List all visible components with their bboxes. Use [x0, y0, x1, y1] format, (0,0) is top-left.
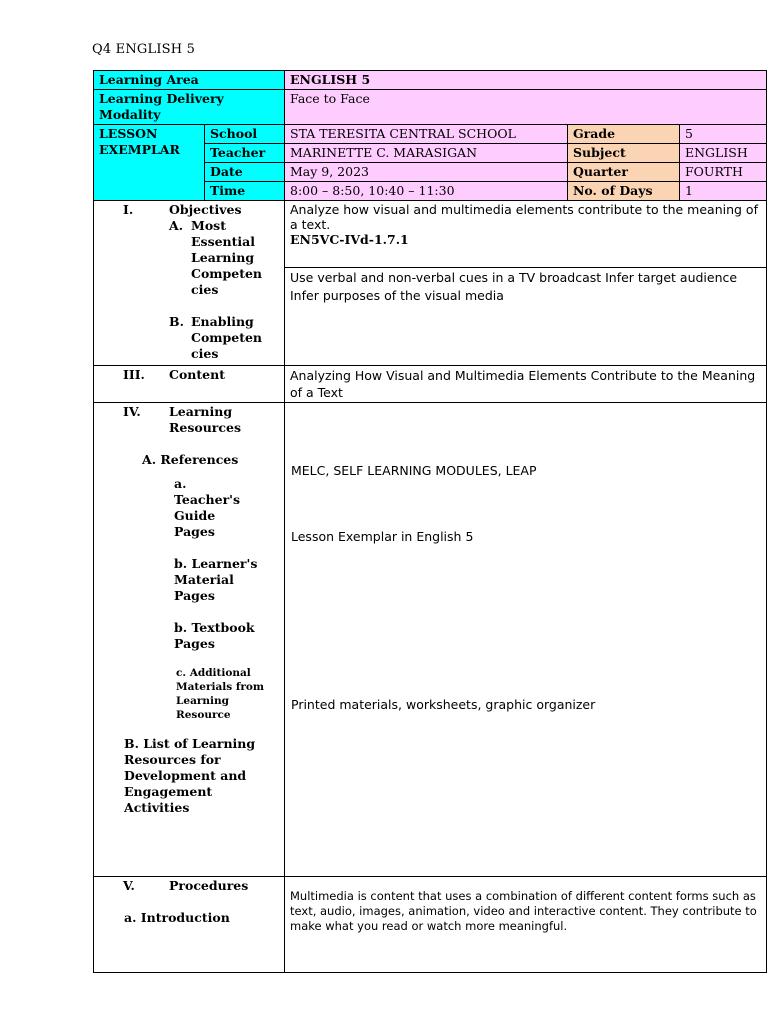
- school-value: STA TERESITA CENTRAL SCHOOL: [285, 125, 568, 144]
- resources-values-cell: [285, 403, 767, 877]
- lesson-exemplar-label: LESSON EXEMPLAR: [94, 125, 205, 201]
- objectives-num: I.: [123, 202, 134, 217]
- content-num: III.: [123, 367, 145, 382]
- grade-label: Grade: [568, 125, 680, 144]
- learners-material-value: Lesson Exemplar in English 5: [291, 529, 474, 544]
- content-label-cell: [94, 366, 285, 403]
- school-label: School: [205, 125, 285, 144]
- additional-materials-value: Printed materials, worksheets, graphic organizer: [291, 697, 596, 712]
- references-label: A. References: [142, 452, 239, 467]
- resources-label: Learning Resources: [169, 404, 241, 435]
- melc-label: Most Essential Learning Competen cies: [191, 218, 263, 297]
- references-value: MELC, SELF LEARNING MODULES, LEAP: [291, 463, 537, 478]
- quarter-label: Quarter: [568, 163, 680, 182]
- subject-label: Subject: [568, 144, 680, 163]
- enabling-letter: B.: [169, 314, 184, 329]
- list-resources-label: B. List of Learning Resources for Development and Engagement Activities: [124, 736, 256, 815]
- melc-letter: A.: [169, 218, 184, 233]
- resources-num: IV.: [123, 404, 141, 419]
- enabling-label: Enabling Competen cies: [191, 314, 263, 361]
- time-value: 8:00 – 8:50, 10:40 – 11:30: [285, 182, 568, 201]
- teachers-guide-label: a. Teacher's Guide Pages: [174, 476, 241, 539]
- content-label: Content: [169, 367, 225, 382]
- learning-area-value: ENGLISH 5: [285, 71, 767, 90]
- date-label: Date: [205, 163, 285, 182]
- melc-text: Analyze how visual and multimedia elements contribute to the meaning of a text.: [290, 202, 758, 232]
- textbook-label: b. Textbook Pages: [174, 620, 255, 651]
- melc-code: EN5VC-IVd-1.7.1: [290, 232, 409, 247]
- enabling-text: Use verbal and non-verbal cues in a TV broadcast Infer target audience Infer purposes of the visual media: [285, 268, 767, 366]
- content-value: Analyzing How Visual and Multimedia Elements Contribute to the Meaning of a Text: [285, 366, 767, 403]
- subject-value: ENGLISH: [680, 144, 767, 163]
- quarter-value: FOURTH: [680, 163, 767, 182]
- objectives-label-cell: [94, 201, 285, 366]
- teacher-label: Teacher: [205, 144, 285, 163]
- grade-value: 5: [680, 125, 767, 144]
- melc-cell: [285, 201, 767, 268]
- resources-label-cell: [94, 403, 285, 877]
- days-value: 1: [680, 182, 767, 201]
- additional-materials-label: c. Additional Materials from Learning Resource: [176, 667, 264, 721]
- days-label: No. of Days: [568, 182, 680, 201]
- time-label: Time: [205, 182, 285, 201]
- introduction-label: a. Introduction: [124, 910, 230, 925]
- modality-value: Face to Face: [285, 90, 767, 125]
- document-title: Q4 ENGLISH 5: [92, 42, 196, 57]
- procedures-label: Procedures: [169, 878, 249, 893]
- objectives-label: Objectives: [169, 202, 242, 217]
- lesson-exemplar-table: [93, 70, 767, 973]
- introduction-text: Multimedia is content that uses a combination of different content forms such as text, audio, images, animation, video and interactive content. They contribute to make what you read or watch more meaningful.: [285, 877, 767, 973]
- learning-area-label: Learning Area: [94, 71, 285, 90]
- procedures-label-cell: [94, 877, 285, 973]
- procedures-num: V.: [123, 878, 135, 893]
- date-value: May 9, 2023: [285, 163, 568, 182]
- modality-label: Learning Delivery Modality: [94, 90, 285, 125]
- teacher-value: MARINETTE C. MARASIGAN: [285, 144, 568, 163]
- learners-material-label: b. Learner's Material Pages: [174, 556, 258, 603]
